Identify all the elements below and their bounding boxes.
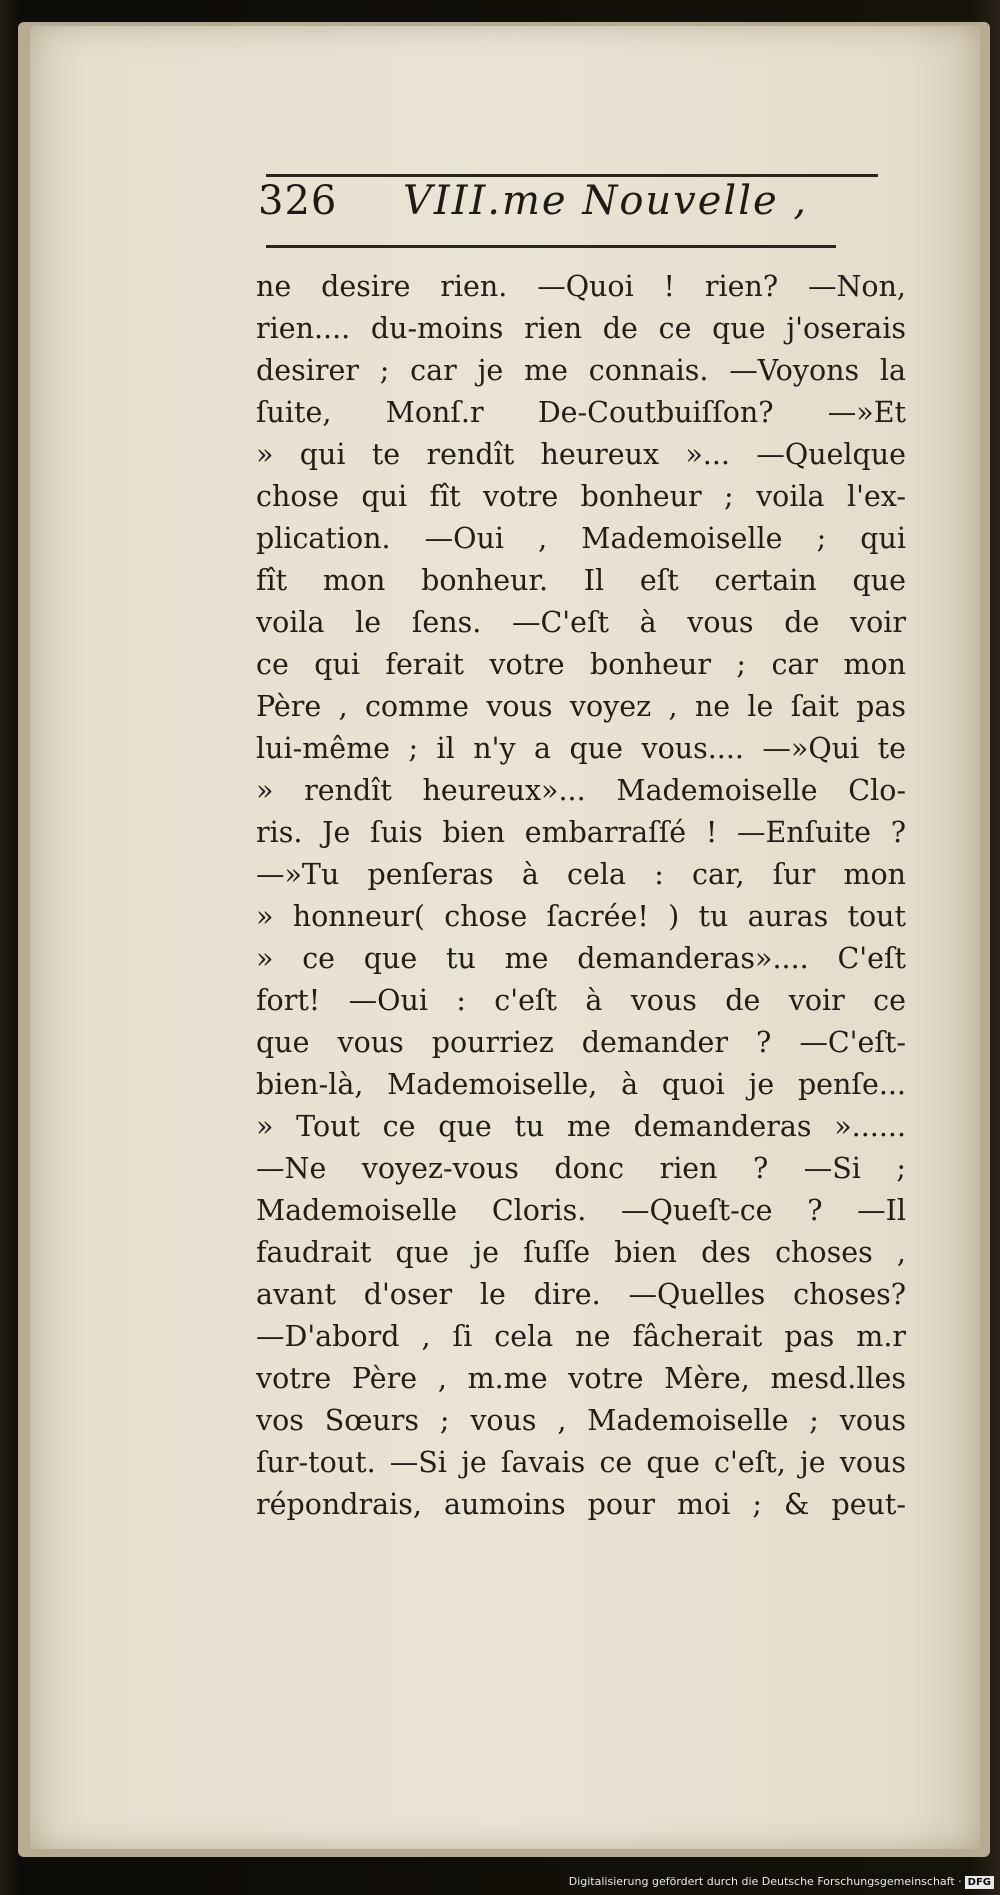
text-line: vos Sœurs ; vous , Mademoiselle ; vous (256, 1404, 906, 1437)
text-line: —Ne voyez-vous donc rien ? —Si ; (256, 1152, 906, 1185)
running-title: VIII.me Nouvelle , (403, 178, 809, 224)
text-line: ſuite, Monſ.r De-Coutbuiſſon? —»Et (256, 396, 906, 429)
text-line: » ce que tu me demanderas».... C'eſt (256, 942, 906, 975)
text-line: » rendît heureux»... Mademoiselle Clo- (256, 774, 906, 807)
page-content (30, 26, 980, 1849)
text-line: rien.... du-moins rien de ce que j'oserais (256, 312, 906, 345)
credit-text: Digitalisierung gefördert durch die Deutsche Forschungsgemeinschaft · (568, 1875, 962, 1888)
text-line: Mademoiselle Cloris. —Queſt-ce ? —Il (256, 1194, 906, 1227)
text-line: » qui te rendît heureux »... —Quelque (256, 438, 906, 471)
text-line: fît mon bonheur. Il eſt certain que (256, 564, 906, 597)
body-text (256, 266, 906, 1526)
text-line: répondrais, aumoins pour moi ; & peut- (256, 1488, 906, 1521)
text-line: Père , comme vous voyez , ne le ſait pas (256, 690, 906, 723)
text-line: ce qui ferait votre bonheur ; car mon (256, 648, 906, 681)
text-line: ris. Je ſuis bien embarraſſé ! —Enſuite ? (256, 816, 906, 849)
text-line: bien-là, Mademoiselle, à quoi je penſe... (256, 1068, 906, 1101)
text-line: desirer ; car je me connais. —Voyons la (256, 354, 906, 387)
text-line: » honneur( chose ſacrée! ) tu auras tout (256, 900, 906, 933)
running-header (258, 176, 878, 236)
text-line: voila le ſens. —C'eſt à vous de voir (256, 606, 906, 639)
text-line: » Tout ce que tu me demanderas »...... (256, 1110, 906, 1143)
dfg-logo: DFG (965, 1876, 994, 1889)
text-line: que vous pourriez demander ? —C'eſt- (256, 1026, 906, 1059)
text-line: lui-même ; il n'y a que vous.... —»Qui te (256, 732, 906, 765)
text-line: plication. —Oui , Mademoiselle ; qui (256, 522, 906, 555)
text-line: avant d'oser le dire. —Quelles choses? (256, 1278, 906, 1311)
text-line: ne desire rien. —Quoi ! rien? —Non, (256, 270, 906, 303)
text-line: chose qui fît votre bonheur ; voila l'ex- (256, 480, 906, 513)
text-line: faudrait que je ſuſſe bien des choses , (256, 1236, 906, 1269)
digitization-credit (569, 1875, 994, 1889)
header-bottom-rule (266, 245, 836, 248)
book-page (30, 26, 980, 1849)
page-number: 326 (258, 178, 338, 224)
text-line: ſur-tout. —Si je ſavais ce que c'eſt, je vous (256, 1446, 906, 1479)
text-line: —D'abord , ſi cela ne fâcherait pas m.r (256, 1320, 906, 1353)
text-line: fort! —Oui : c'eſt à vous de voir ce (256, 984, 906, 1017)
text-line: —»Tu penſeras à cela : car, ſur mon (256, 858, 906, 891)
text-line: votre Père , m.me votre Mère, mesd.lles (256, 1362, 906, 1395)
